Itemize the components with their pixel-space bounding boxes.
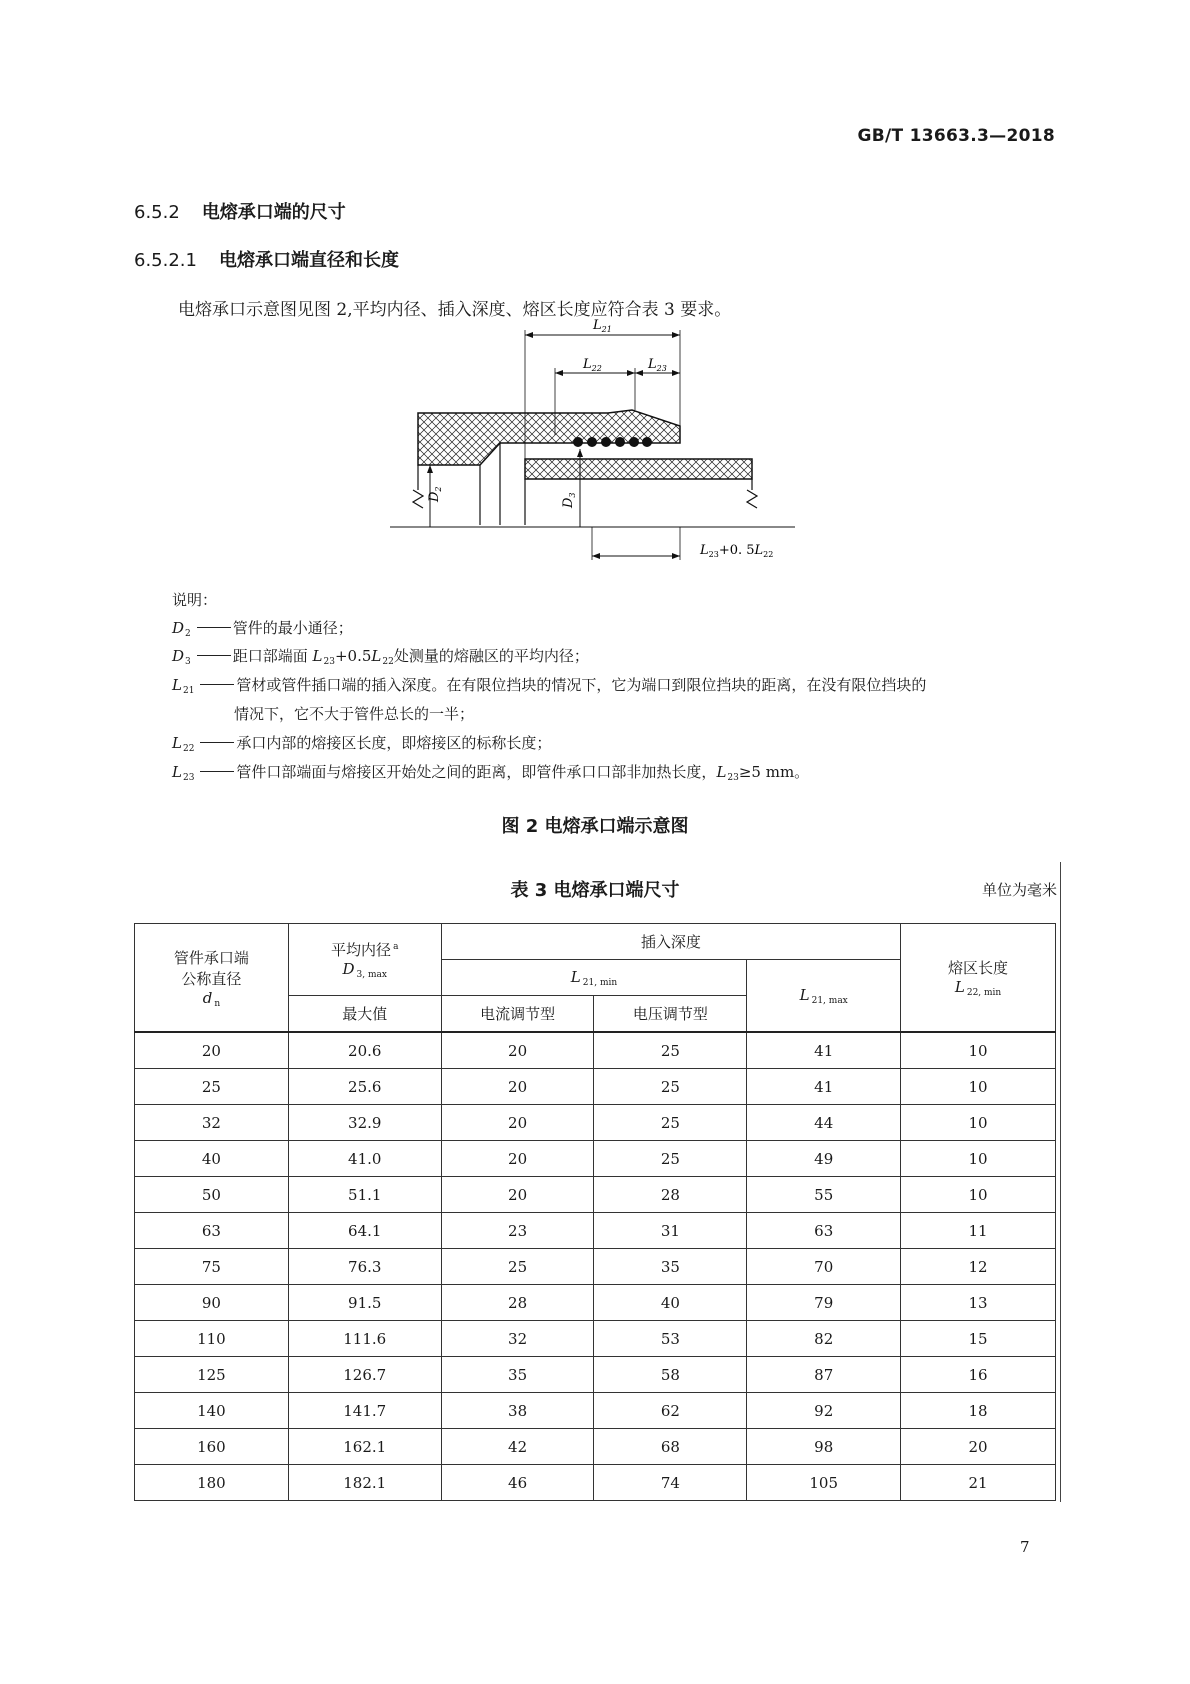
table-cell: 110 (135, 1321, 289, 1357)
table-cell: 31 (594, 1213, 747, 1249)
header-l21-min: L $_{21, min}$ (441, 960, 747, 996)
table-cell: 162.1 (288, 1429, 441, 1465)
header-mean-inner-diameter: 平均内径 $^a$ D $_{3, max}$ (288, 924, 441, 996)
table-row (135, 1032, 1056, 1069)
table-cell: 20 (441, 1141, 594, 1177)
table-cell: 125 (135, 1357, 289, 1393)
table-cell: 111.6 (288, 1321, 441, 1357)
svg-text:L22: $L_{22}$ (583, 357, 602, 373)
header-nominal-diameter: 管件承口端 公称直径 d $_n$ (135, 924, 289, 1033)
table-row (135, 1465, 1056, 1501)
table-cell: 13 (901, 1285, 1056, 1321)
table-cell: 20 (135, 1032, 289, 1069)
table-cell: 42 (441, 1429, 594, 1465)
table-caption: 表 3 电熔承口端尺寸 (510, 880, 680, 901)
table-row (135, 1357, 1056, 1393)
table-cell: 12 (901, 1249, 1056, 1285)
table-cell: 20 (441, 1069, 594, 1105)
table-cell: 141.7 (288, 1393, 441, 1429)
table-cell: 25 (594, 1032, 747, 1069)
table-cell: 50 (135, 1177, 289, 1213)
table-cell: 40 (135, 1141, 289, 1177)
table-cell: 38 (441, 1393, 594, 1429)
table-cell: 55 (747, 1177, 901, 1213)
legend-item-l23: $L_{23}$ 管件口部端面与熔接区开始处之间的距离，即管件承口口部非加热长度，$L_{23}\ge 5$ mm。 (172, 763, 810, 783)
svg-text:L23: $L_{23}$ (648, 357, 667, 373)
dimension-table (134, 923, 1056, 1501)
table-cell: 25 (594, 1141, 747, 1177)
table-cell: 25 (135, 1069, 289, 1105)
table-cell: 35 (441, 1357, 594, 1393)
table-cell: 53 (594, 1321, 747, 1357)
table-cell: 18 (901, 1393, 1056, 1429)
table-row (135, 1069, 1056, 1105)
legend-item-l21: $L_{21}$ 管材或管件插口端的插入深度。在有限位挡块的情况下，它为端口到限位挡块的距离，在没有限位挡块的 (172, 676, 927, 696)
table-cell: 10 (901, 1032, 1056, 1069)
table-cell: 76.3 (288, 1249, 441, 1285)
table-cell: 28 (441, 1285, 594, 1321)
table-cell: 41.0 (288, 1141, 441, 1177)
subsection-number: 6.5.2.1 (134, 250, 197, 271)
table-cell: 58 (594, 1357, 747, 1393)
header-max-value: 最大值 (288, 996, 441, 1033)
table-cell: 64.1 (288, 1213, 441, 1249)
table-cell: 20 (441, 1032, 594, 1069)
table-cell: 41 (747, 1032, 901, 1069)
table-cell: 126.7 (288, 1357, 441, 1393)
legend-item-l21-cont: 情况下，它不大于管件总长的一半； (234, 705, 475, 723)
page-number: 7 (1020, 1538, 1030, 1556)
table-cell: 105 (747, 1465, 901, 1501)
table-cell: 63 (747, 1213, 901, 1249)
table-row (135, 1285, 1056, 1321)
table-cell: 62 (594, 1393, 747, 1429)
table-cell: 87 (747, 1357, 901, 1393)
figure-caption: 图 2 电熔承口端示意图 (501, 816, 689, 837)
table-row (135, 1177, 1056, 1213)
table-row (135, 1321, 1056, 1357)
legend-item-d2: $D_2$ 管件的最小通径； (172, 619, 353, 639)
table-cell: 15 (901, 1321, 1056, 1357)
section-number: 6.5.2 (134, 202, 180, 223)
table-cell: 20.6 (288, 1032, 441, 1069)
legend-item-l22: $L_{22}$ 承口内部的熔接区长度，即熔接区的标称长度； (172, 734, 552, 754)
section-title: 电熔承口端的尺寸 (201, 202, 346, 223)
table-cell: 25 (594, 1105, 747, 1141)
table-cell: 90 (135, 1285, 289, 1321)
svg-text:L23+0. 5L22: $L_{23}+0$. $5L_{22}$ (700, 543, 774, 559)
table-cell: 91.5 (288, 1285, 441, 1321)
table-cell: 25.6 (288, 1069, 441, 1105)
table-cell: 28 (594, 1177, 747, 1213)
svg-text:D2: $D_2$ (427, 486, 443, 502)
table-cell: 35 (594, 1249, 747, 1285)
subsection-heading (134, 246, 399, 272)
table-cell: 20 (441, 1177, 594, 1213)
table-unit: 单位为毫米 (981, 881, 1057, 899)
table-row (135, 1141, 1056, 1177)
section-heading (134, 198, 346, 224)
table-cell: 140 (135, 1393, 289, 1429)
table-cell: 46 (441, 1465, 594, 1501)
table-row (135, 1393, 1056, 1429)
table-row (135, 1213, 1056, 1249)
table-row (135, 1249, 1056, 1285)
legend-item-d3: $D_3$ 距口部端面 $L_{23}+0.5L_{22}$处测量的熔融区的平均内径； (172, 647, 589, 667)
table-cell: 10 (901, 1141, 1056, 1177)
header-current-type: 电流调节型 (441, 996, 594, 1033)
table-cell: 21 (901, 1465, 1056, 1501)
table-cell: 79 (747, 1285, 901, 1321)
table-row (135, 1429, 1056, 1465)
table-cell: 44 (747, 1105, 901, 1141)
table-cell: 49 (747, 1141, 901, 1177)
table-cell: 51.1 (288, 1177, 441, 1213)
table-cell: 25 (594, 1069, 747, 1105)
margin-rule (1060, 862, 1061, 1502)
table-cell: 32 (441, 1321, 594, 1357)
svg-text:L21: $L_{21}$ (593, 318, 612, 334)
table-cell: 40 (594, 1285, 747, 1321)
table-cell: 74 (594, 1465, 747, 1501)
intro-paragraph: 电熔承口示意图见图 2,平均内径、插入深度、熔区长度应符合表 3 要求。 (178, 300, 732, 320)
table-cell: 20 (441, 1105, 594, 1141)
header-voltage-type: 电压调节型 (594, 996, 747, 1033)
table-cell: 41 (747, 1069, 901, 1105)
pipe-wall (525, 459, 752, 479)
table-cell: 92 (747, 1393, 901, 1429)
table-row (135, 1105, 1056, 1141)
table-cell: 82 (747, 1321, 901, 1357)
table-cell: 25 (441, 1249, 594, 1285)
socket-diagram (380, 318, 820, 570)
table-cell: 11 (901, 1213, 1056, 1249)
table-cell: 63 (135, 1213, 289, 1249)
table-cell: 10 (901, 1105, 1056, 1141)
legend-title: 说明： (172, 591, 218, 609)
table-cell: 32 (135, 1105, 289, 1141)
table-cell: 23 (441, 1213, 594, 1249)
header-l21-max: L $_{21, max}$ (747, 960, 901, 1033)
header-insertion-depth: 插入深度 (441, 924, 900, 960)
table-cell: 10 (901, 1069, 1056, 1105)
svg-text:D3: $D_3$ (561, 492, 577, 508)
subsection-title: 电熔承口端直径和长度 (218, 250, 399, 271)
standard-number: GB/T 13663.3—2018 (857, 126, 1055, 146)
table-cell: 68 (594, 1429, 747, 1465)
table-cell: 32.9 (288, 1105, 441, 1141)
table-cell: 10 (901, 1177, 1056, 1213)
table-cell: 98 (747, 1429, 901, 1465)
table-cell: 75 (135, 1249, 289, 1285)
header-fusion-zone-length: 熔区长度 L $_{22, min}$ (901, 924, 1056, 1033)
table-cell: 160 (135, 1429, 289, 1465)
table-cell: 16 (901, 1357, 1056, 1393)
fitting-body (418, 410, 680, 465)
table-cell: 70 (747, 1249, 901, 1285)
table-cell: 182.1 (288, 1465, 441, 1501)
table-cell: 180 (135, 1465, 289, 1501)
table-cell: 20 (901, 1429, 1056, 1465)
